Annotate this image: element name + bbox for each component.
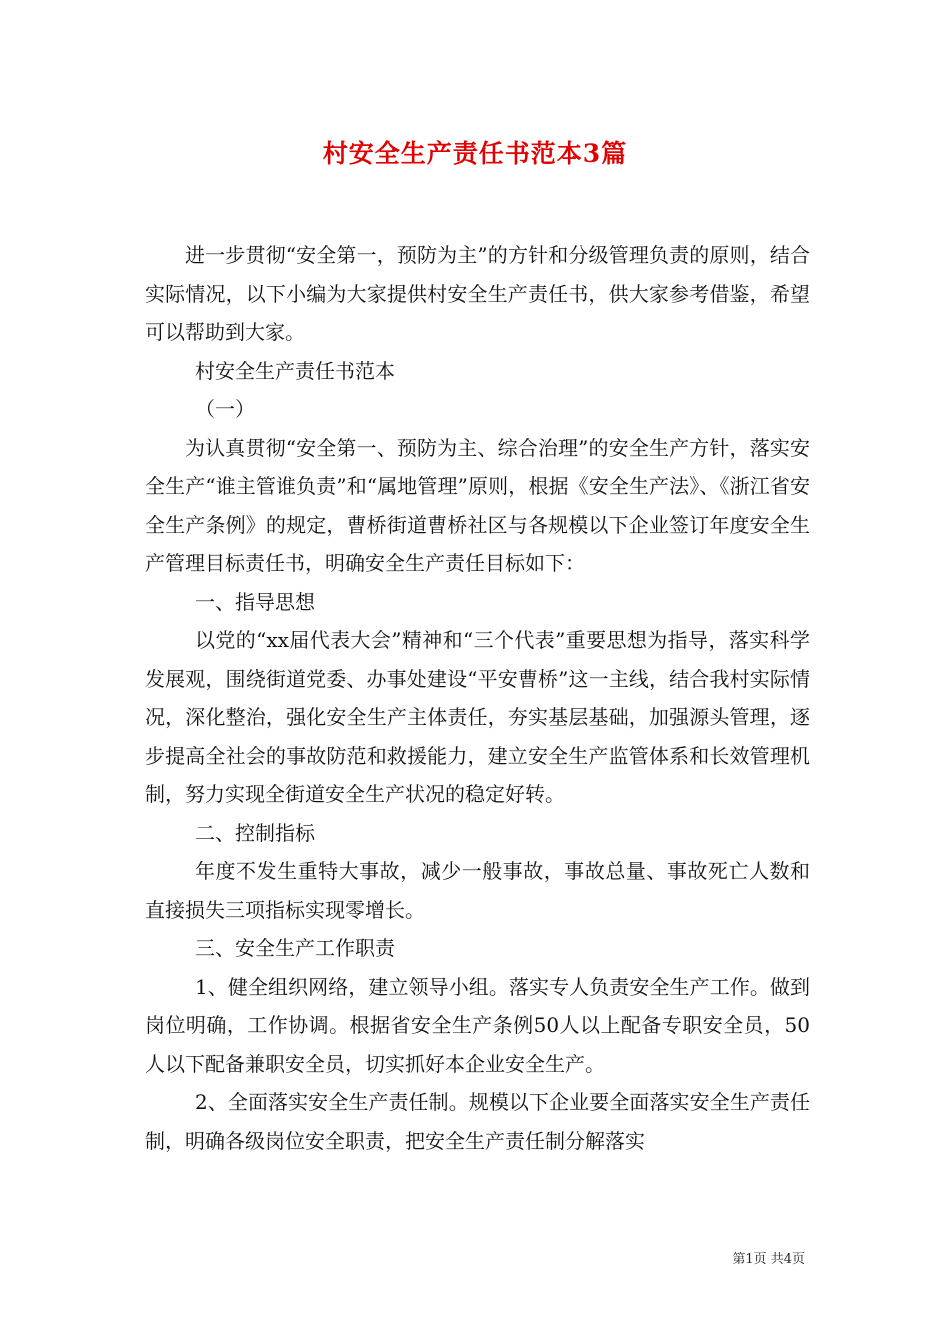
paragraph-5: 2、全面落实安全生产责任制。规模以下企业要全面落实安全生产责任制，明确各级岗位安全职责，把安全生产责任制分解落实: [145, 1090, 810, 1153]
page-footer: 第1页 共4页: [732, 1252, 805, 1267]
paragraph-2: 以党的“xx届代表大会”精神和“三个代表”重要思想为指导，落实科学发展观，围绕街道党委、办事处建设“平安曹桥”这一主线，结合我村实际情况，深化整治，强化安全生产主体责任，夯实基层基础，加强源头管理，逐步提高全社会的事故防范和救援能力，建立安全生产监管体系和长效管理机制，努力实现全街道安全生产状况的稳定好转。: [145, 628, 810, 806]
heading-control-indicators: 二、控制指标: [195, 820, 315, 845]
section-number: （一）: [195, 397, 255, 421]
intro-paragraph: 进一步贯彻“安全第一，预防为主”的方针和分级管理负责的原则，结合实际情况，以下小编为大家提供村安全生产责任书，供大家参考借鉴，希望可以帮助到大家。: [145, 243, 810, 344]
page-title: 村安全生产责任书范本3篇: [322, 139, 628, 168]
document-body: [145, 236, 810, 1160]
section-title: 村安全生产责任书范本: [195, 358, 395, 383]
heading-guiding-ideology: 一、指导思想: [195, 589, 315, 614]
paragraph-4: 1、健全组织网络，建立领导小组。落实专人负责安全生产工作。做到岗位明确，工作协调。根据省安全生产条例50人以上配备专职安全员，50人以下配备兼职安全员，切实抓好本企业安全生产。: [145, 974, 810, 1076]
paragraph-1: 为认真贯彻“安全第一、预防为主、综合治理”的安全生产方针，落实安全生产“谁主管谁负责”和“属地管理”原则，根据《安全生产法》、《浙江省安全生产条例》的规定，曹桥街道曹桥社区与各规模以下企业签订年度安全生产管理目标责任书，明确安全生产责任目标如下：: [145, 435, 810, 575]
heading-work-duties: 三、安全生产工作职责: [195, 936, 395, 960]
paragraph-3: 年度不发生重特大事故，减少一般事故，事故总量、事故死亡人数和直接损失三项指标实现零增长。: [145, 859, 810, 922]
